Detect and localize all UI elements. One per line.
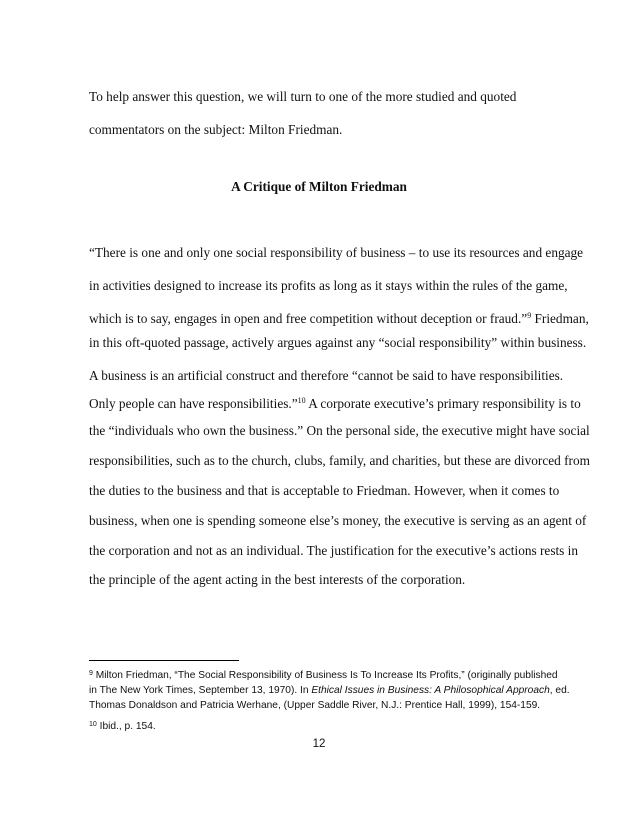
footnote-line bbox=[89, 683, 570, 698]
body-text: Friedman, bbox=[531, 311, 589, 326]
body-line: in activities designed to increase its profits as long as it stays within the rules of the game, bbox=[89, 278, 568, 293]
footnote-number: 10 bbox=[89, 721, 97, 728]
footnote-text: Ibid., p. 154. bbox=[96, 721, 156, 732]
footnote-line bbox=[89, 668, 558, 683]
section-heading: A Critique of Milton Friedman bbox=[231, 179, 407, 194]
body-line: A business is an artificial construct and therefore “cannot be said to have responsibilities. bbox=[89, 368, 564, 383]
body-line: responsibilities, such as to the church, clubs, family, and charities, but these are divorced from bbox=[89, 453, 590, 468]
body-text: which is to say, engages in open and free competition without deception or fraud.” bbox=[89, 311, 528, 326]
footnote-text: Milton Friedman, “The Social Responsibility of Business Is To Increase Its Profits,” (originally published bbox=[92, 670, 558, 681]
body-text: Only people can have responsibilities.” bbox=[89, 396, 298, 411]
footnote-ref-9: 9 bbox=[527, 311, 532, 320]
body-line: the duties to the business and that is acceptable to Friedman. However, when it comes to bbox=[89, 483, 560, 498]
footnote-separator bbox=[89, 660, 239, 661]
body-line: the “individuals who own the business.” On the personal side, the executive might have social bbox=[89, 423, 590, 438]
body-line: “There is one and only one social responsibility of business – to use its resources and engage bbox=[89, 245, 584, 260]
footnote-ref-10: 10 bbox=[297, 396, 306, 405]
footnote-text: in The New York Times, September 13, 1970). In bbox=[89, 685, 312, 696]
body-line bbox=[89, 311, 589, 327]
body-text: A corporate executive’s primary responsibility is to bbox=[305, 396, 581, 411]
intro-line: commentators on the subject: Milton Friedman. bbox=[89, 122, 343, 137]
footnote-number: 9 bbox=[89, 670, 93, 677]
body-line: the principle of the agent acting in the best interests of the corporation. bbox=[89, 572, 466, 587]
body-line bbox=[89, 396, 581, 412]
body-line: in this oft-quoted passage, actively argues against any “social responsibility” within business. bbox=[89, 335, 587, 350]
footnote-text: , ed. bbox=[549, 685, 570, 696]
body-line: the corporation and not as an individual. The justification for the executive’s actions rests in bbox=[89, 543, 579, 558]
intro-line: To help answer this question, we will turn to one of the more studied and quoted bbox=[89, 89, 517, 104]
body-line: business, when one is spending someone else’s money, the executive is serving as an agent of bbox=[89, 513, 587, 528]
footnote-line bbox=[89, 719, 156, 734]
footnote-book-title: Ethical Issues in Business: A Philosophical Approach bbox=[311, 685, 550, 696]
page-number: 12 bbox=[312, 738, 326, 750]
footnote-line: Thomas Donaldson and Patricia Werhane, (Upper Saddle River, N.J.: Prentice Hall, 1999), 154-159. bbox=[89, 700, 541, 711]
